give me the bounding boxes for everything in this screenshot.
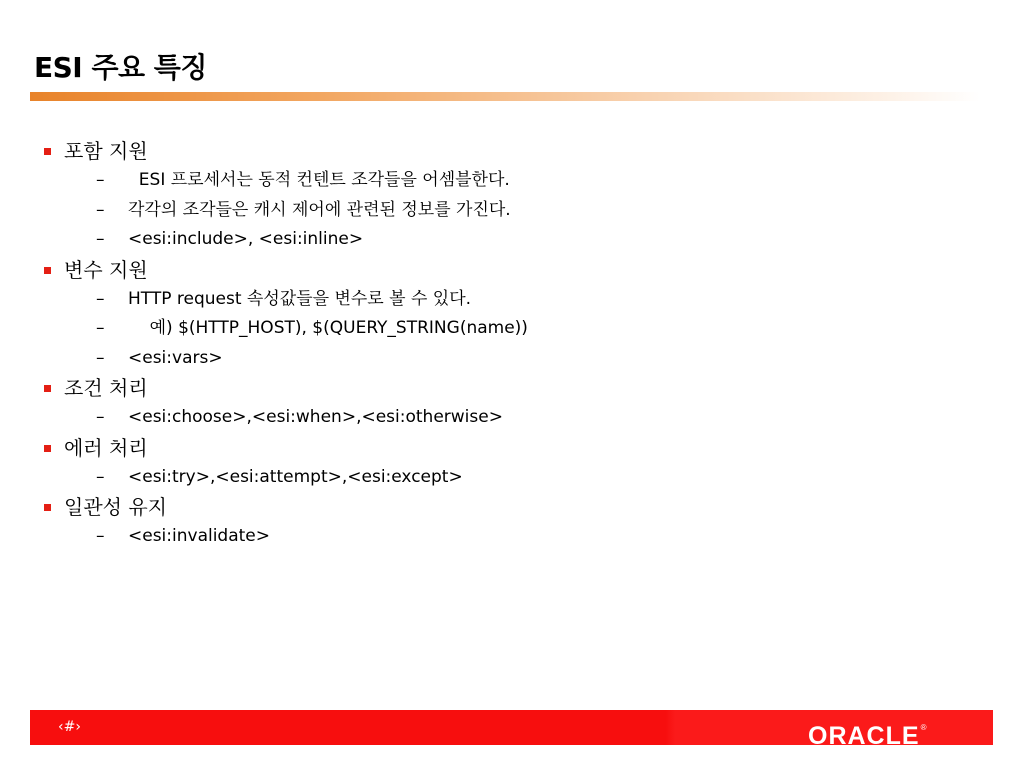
oracle-logo <box>808 715 927 749</box>
sub-item <box>44 463 944 493</box>
dash-icon: – <box>96 407 105 427</box>
section-heading <box>44 136 944 166</box>
sub-item-text: 예) $(HTTP_HOST), $(QUERY_STRING(name)) <box>128 318 528 338</box>
title-underline-bar <box>30 92 980 101</box>
section-heading-text: 조건 처리 <box>64 376 148 400</box>
sub-item-text: <esi:choose>,<esi:when>,<esi:otherwise> <box>128 407 503 427</box>
dash-icon: – <box>96 288 105 309</box>
sub-item <box>44 166 944 196</box>
dash-icon: – <box>96 466 105 487</box>
sub-item-text: <esi:vars> <box>128 347 223 368</box>
section-heading-text: 포함 지원 <box>64 139 148 163</box>
sub-item <box>44 196 944 226</box>
dash-icon: – <box>96 347 105 368</box>
slide-title: ESI 주요 특징 <box>34 51 207 84</box>
section-heading <box>44 492 944 522</box>
sub-item-text: <esi:invalidate> <box>128 526 271 546</box>
logo-text: ORACLE <box>808 722 920 750</box>
dash-icon: – <box>96 170 105 190</box>
sub-item <box>44 285 944 315</box>
section-heading <box>44 255 944 285</box>
sub-item-text: <esi:try>,<esi:attempt>,<esi:except> <box>128 466 463 487</box>
section-heading-text: 변수 지원 <box>64 257 148 282</box>
dash-icon: – <box>96 229 105 249</box>
sub-item-text: HTTP request 속성값들을 변수로 볼 수 있다. <box>128 288 472 309</box>
dash-icon: – <box>96 199 105 220</box>
section-heading <box>44 433 944 463</box>
dash-icon: – <box>96 526 105 546</box>
section-heading-text: 일관성 유지 <box>64 495 167 519</box>
section-heading <box>44 373 944 403</box>
sub-item-text: <esi:include>, <esi:inline> <box>128 229 364 249</box>
red-square-bullet-icon <box>44 148 51 155</box>
registered-mark: ® <box>920 723 928 732</box>
sub-item <box>44 314 944 344</box>
red-square-bullet-icon <box>44 504 51 511</box>
sub-item-text: ESI 프로세서는 동적 컨텐트 조각들을 어셈블한다. <box>128 170 510 190</box>
sub-item <box>44 225 944 255</box>
dash-icon: – <box>96 318 105 338</box>
footer-bar <box>30 710 993 750</box>
page-number: ‹#› <box>58 719 81 735</box>
red-square-bullet-icon <box>44 445 51 452</box>
sub-item-text: 각각의 조각들은 캐시 제어에 관련된 정보를 가진다. <box>128 199 511 220</box>
slide-content <box>44 136 944 552</box>
section-heading-text: 에러 처리 <box>64 435 148 460</box>
red-square-bullet-icon <box>44 267 51 274</box>
red-square-bullet-icon <box>44 385 51 392</box>
sub-item <box>44 403 944 433</box>
sub-item <box>44 522 944 552</box>
sub-item <box>44 344 944 374</box>
